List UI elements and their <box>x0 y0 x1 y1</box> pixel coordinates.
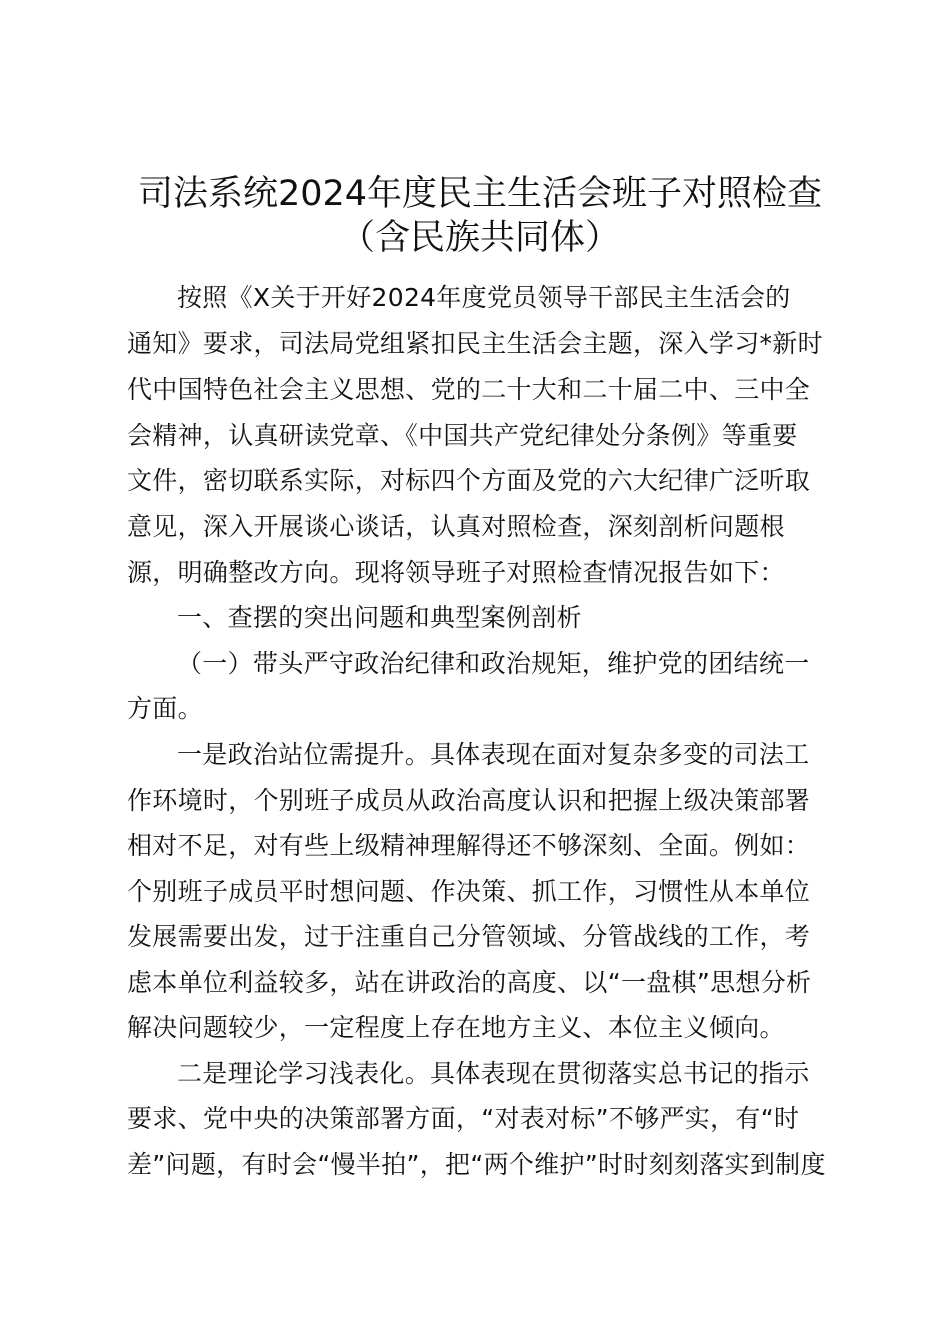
body-line: 意见，深入开展谈心谈话，认真对照检查，深刻剖析问题根 <box>127 512 785 541</box>
body-line: 发展需要出发，过于注重自己分管领域、分管战线的工作，考 <box>127 922 811 951</box>
section-heading: 一、查摆的突出问题和典型案例剖析 <box>177 603 582 632</box>
body-line: 虑本单位利益较多，站在讲政治的高度、以“一盘棋”思想分析 <box>127 968 812 997</box>
subsection-heading-cont: 方面。 <box>127 694 203 723</box>
body-line: 文件，密切联系实际，对标四个方面及党的六大纪律广泛听取 <box>127 466 811 495</box>
body-line: 二是理论学习浅表化。具体表现在贯彻落实总书记的指示 <box>177 1059 810 1088</box>
body-line: 代中国特色社会主义思想、党的二十大和二十届二中、三中全 <box>127 375 811 404</box>
body-line: 一是政治站位需提升。具体表现在面对复杂多变的司法工 <box>177 740 810 769</box>
body-line: 解决问题较少，一定程度上存在地方主义、本位主义倾向。 <box>127 1013 785 1042</box>
document-title: 司法系统2024年度民主生活会班子对照检查 <box>137 174 823 214</box>
body-line: 要求、党中央的决策部署方面，“对表对标”不够严实，有“时 <box>127 1104 800 1133</box>
body-line: 会精神，认真研读党章、《中国共产党纪律处分条例》等重要 <box>127 421 798 450</box>
subsection-heading: （一）带头严守政治纪律和政治规矩，维护党的团结统一 <box>177 649 810 678</box>
body-line: 通知》要求，司法局党组紧扣民主生活会主题，深入学习*新时 <box>127 329 823 358</box>
document-subtitle: （含民族共同体） <box>339 218 620 258</box>
body-line: 作环境时，个别班子成员从政治高度认识和把握上级决策部署 <box>127 786 811 815</box>
body-line: 差”问题，有时会“慢半拍”，把“两个维护”时时刻刻落实到制度 <box>127 1150 826 1179</box>
body-line: 相对不足，对有些上级精神理解得还不够深刻、全面。例如： <box>127 831 811 860</box>
body-line: 个别班子成员平时想问题、作决策、抓工作，习惯性从本单位 <box>127 877 811 906</box>
body-line: 按照《X关于开好2024年度党员领导干部民主生活会的 <box>177 283 791 312</box>
body-line: 源，明确整改方向。现将领导班子对照检查情况报告如下： <box>127 558 785 587</box>
